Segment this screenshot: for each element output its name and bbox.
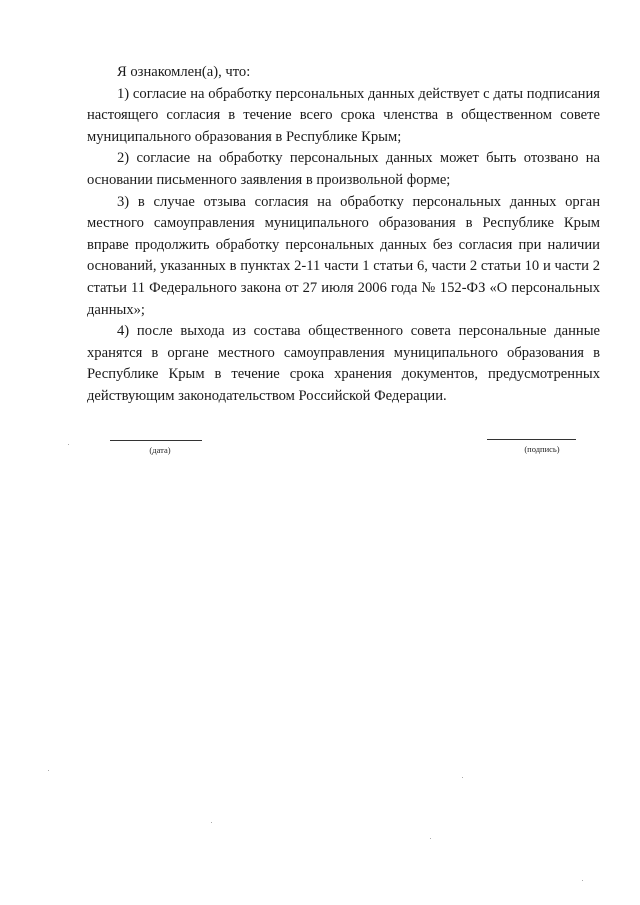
signature-line <box>487 439 576 440</box>
scan-speck <box>211 822 212 823</box>
date-caption: (дата) <box>149 445 171 455</box>
consent-item-4: 4) после выхода из состава общественного совета персональные данные хранятся в органе местного самоуправления муниципального образования в Республике Крым в течение срока хранения документов, предусмотренных действующим законодательством Российской Федерации. <box>87 323 600 404</box>
scan-speck <box>68 444 69 445</box>
scan-speck <box>582 880 583 881</box>
date-line <box>110 440 202 441</box>
document-body <box>87 62 600 408</box>
scan-speck <box>430 838 431 839</box>
consent-item-1: 1) согласие на обработку персональных данных действует с даты подписания настоящего согласия в течение всего срока членства в общественном совете муниципального образования в Республике Крым; <box>87 85 600 145</box>
consent-item-3: 3) в случае отзыва согласия на обработку персональных данных орган местного самоуправления муниципального образования в Республике Крым вправе продолжить обработку персональных данных без согласия при наличии оснований, указанных в пунктах 2-11 части 1 статьи 6, части 2 статьи 10 и части 2 статьи 11 Федерального закона от 27 июля 2006 года № 152-ФЗ «О персональных данных»; <box>87 193 600 318</box>
scan-speck <box>48 770 49 771</box>
consent-item-2: 2) согласие на обработку персональных данных может быть отозвано на основании письменного заявления в произвольной форме; <box>87 150 600 188</box>
intro-paragraph: Я ознакомлен(а), что: <box>117 64 251 80</box>
scan-speck <box>462 777 463 778</box>
signature-caption: (подпись) <box>524 444 560 454</box>
